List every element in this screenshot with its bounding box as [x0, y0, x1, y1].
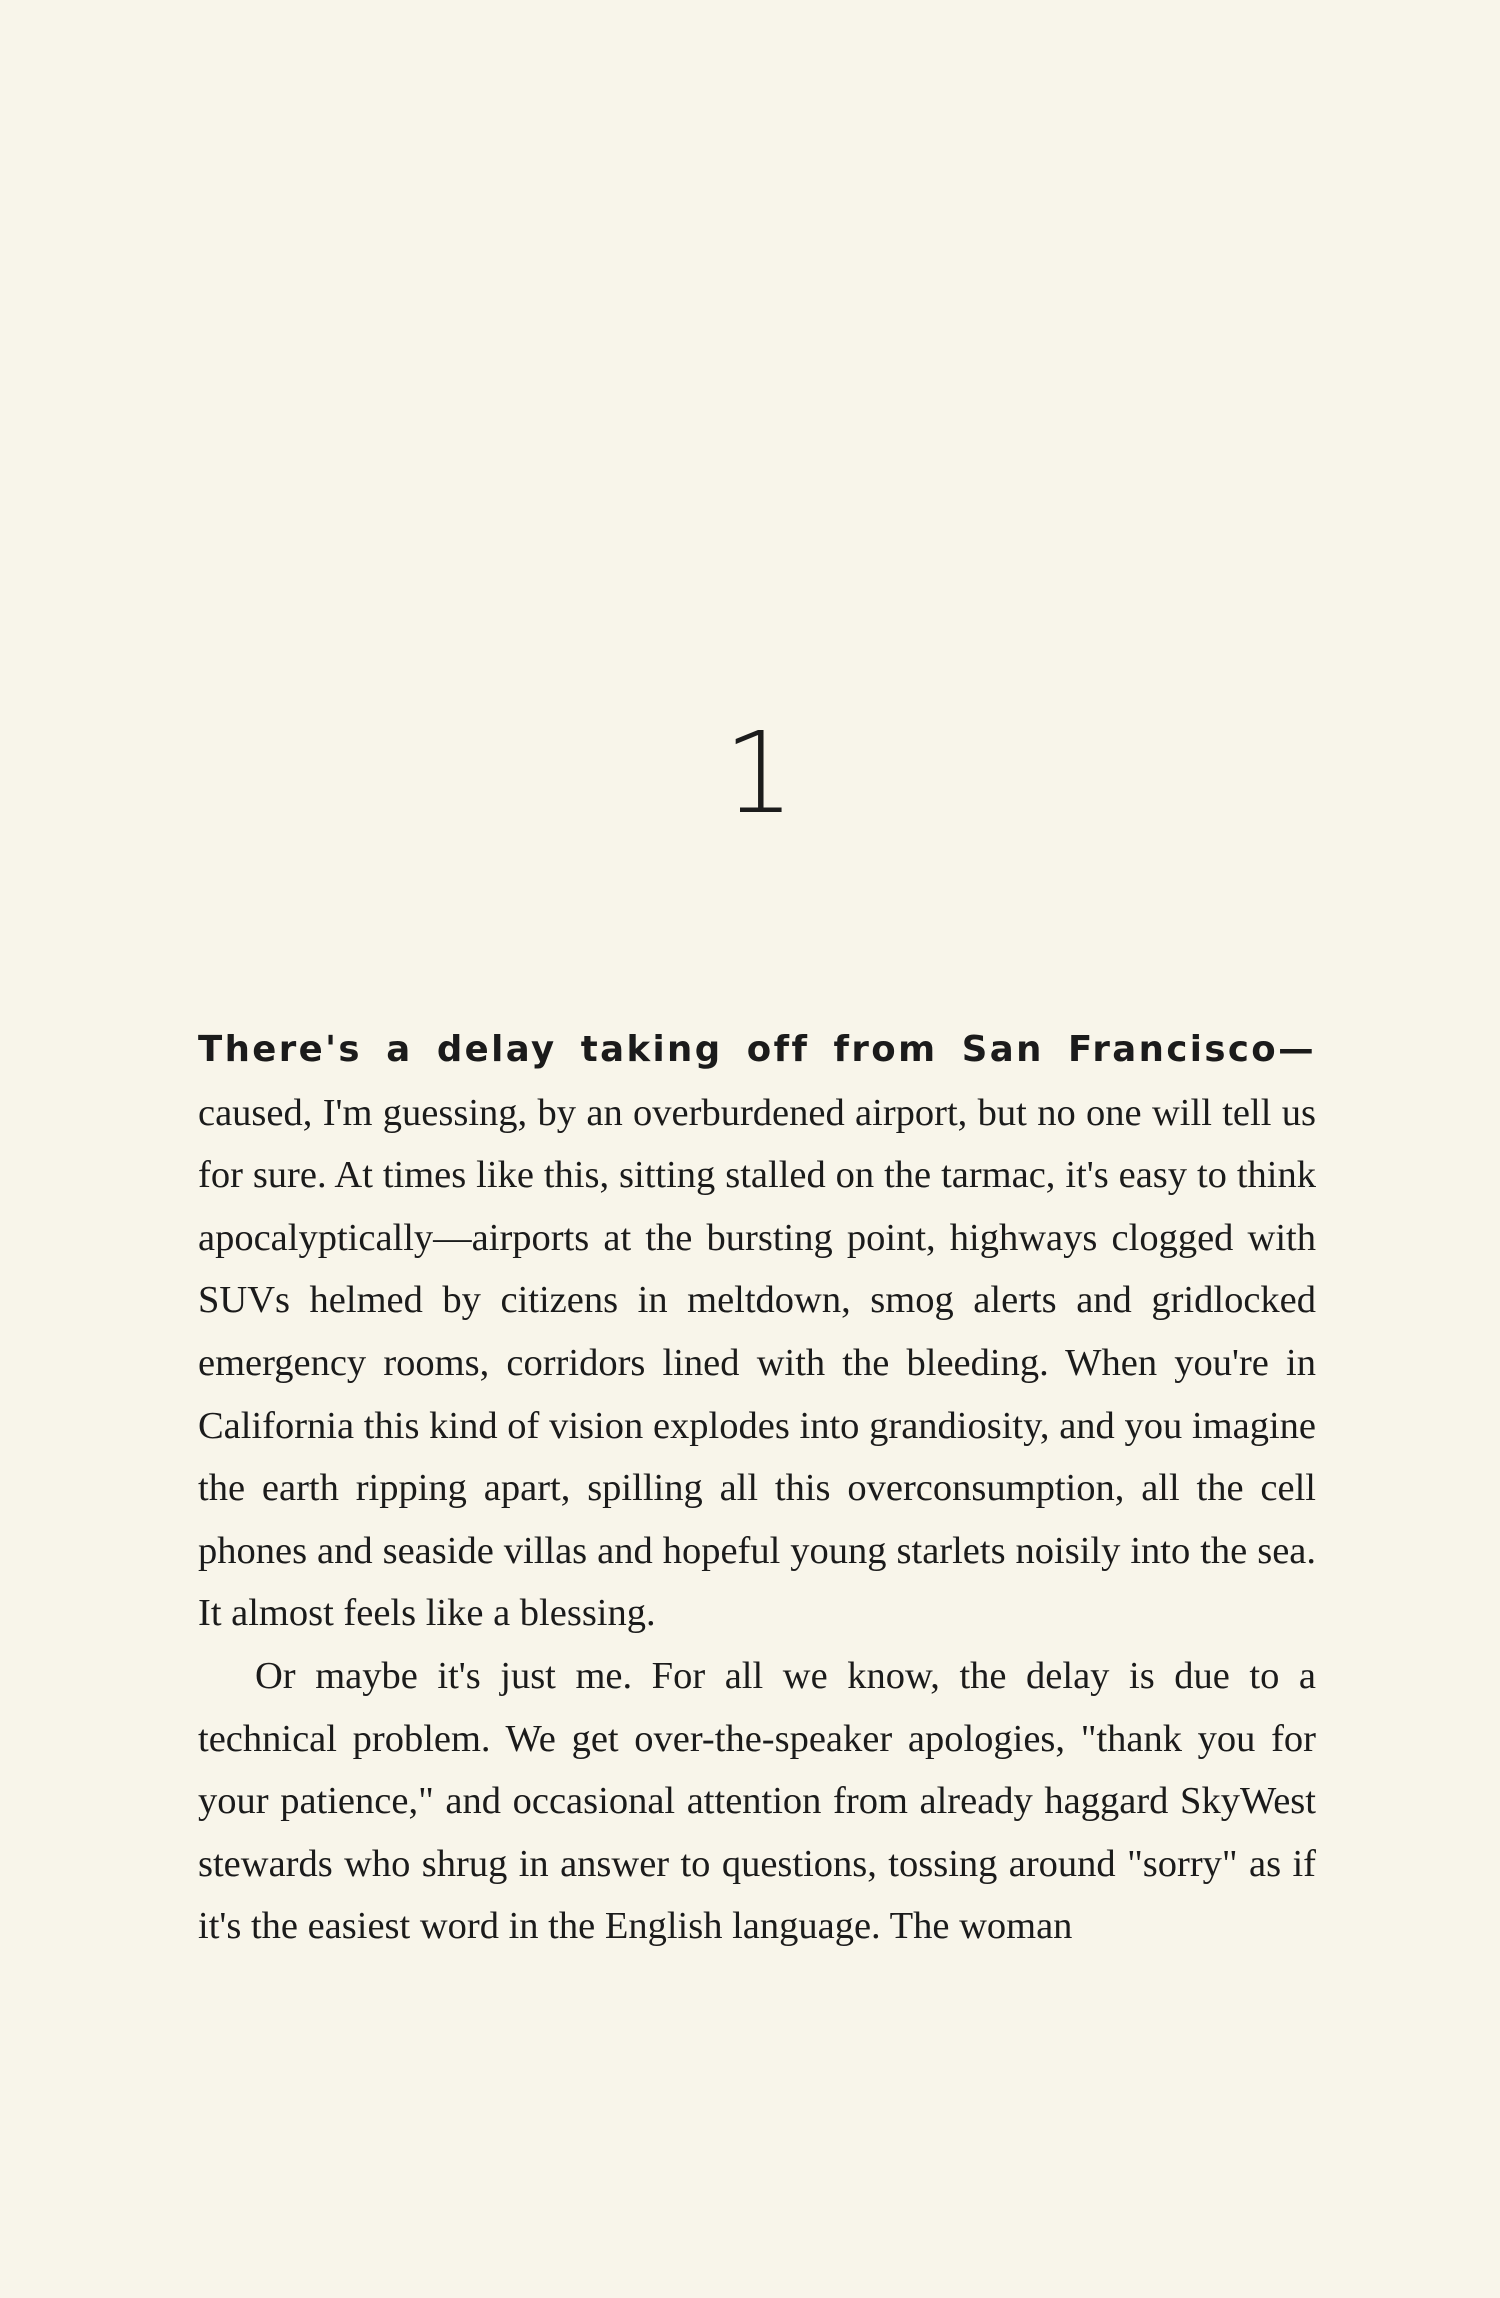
- paragraph-lead-in: There's a delay taking off from San Francisco—: [198, 1029, 1316, 1070]
- paragraph: Or maybe it's just me. For all we know, the delay is due to a technical problem. We get over-the-speaker apologies, "thank you for your patience," and occasional attention from already haggard SkyWest stewards who shrug in answer to questions, tossing around "sorry" as if it's the easiest word in the English language. The woman: [198, 1654, 1316, 1948]
- chapter-body: [198, 1018, 1316, 1958]
- paragraph-text: caused, I'm guessing, by an overburdened airport, but no one will tell us for sure. At times like this, sitting stalled on the tarmac, it's easy to think apocalyptically—airports at the bursting point, highways clogged with SUVs helmed by citizens in meltdown, smog alerts and gridlocked emergency rooms, corridors lined with the bleeding. When you're in California this kind of vision explodes into grandiosity, and you imagine the earth ripping apart, spilling all this overconsumption, all the cell phones and seaside villas and hopeful young starlets noisily into the sea. It almost feels like a blessing.: [198, 1091, 1316, 1635]
- chapter-number: 1: [723, 709, 795, 839]
- paragraph: [198, 1018, 1316, 1645]
